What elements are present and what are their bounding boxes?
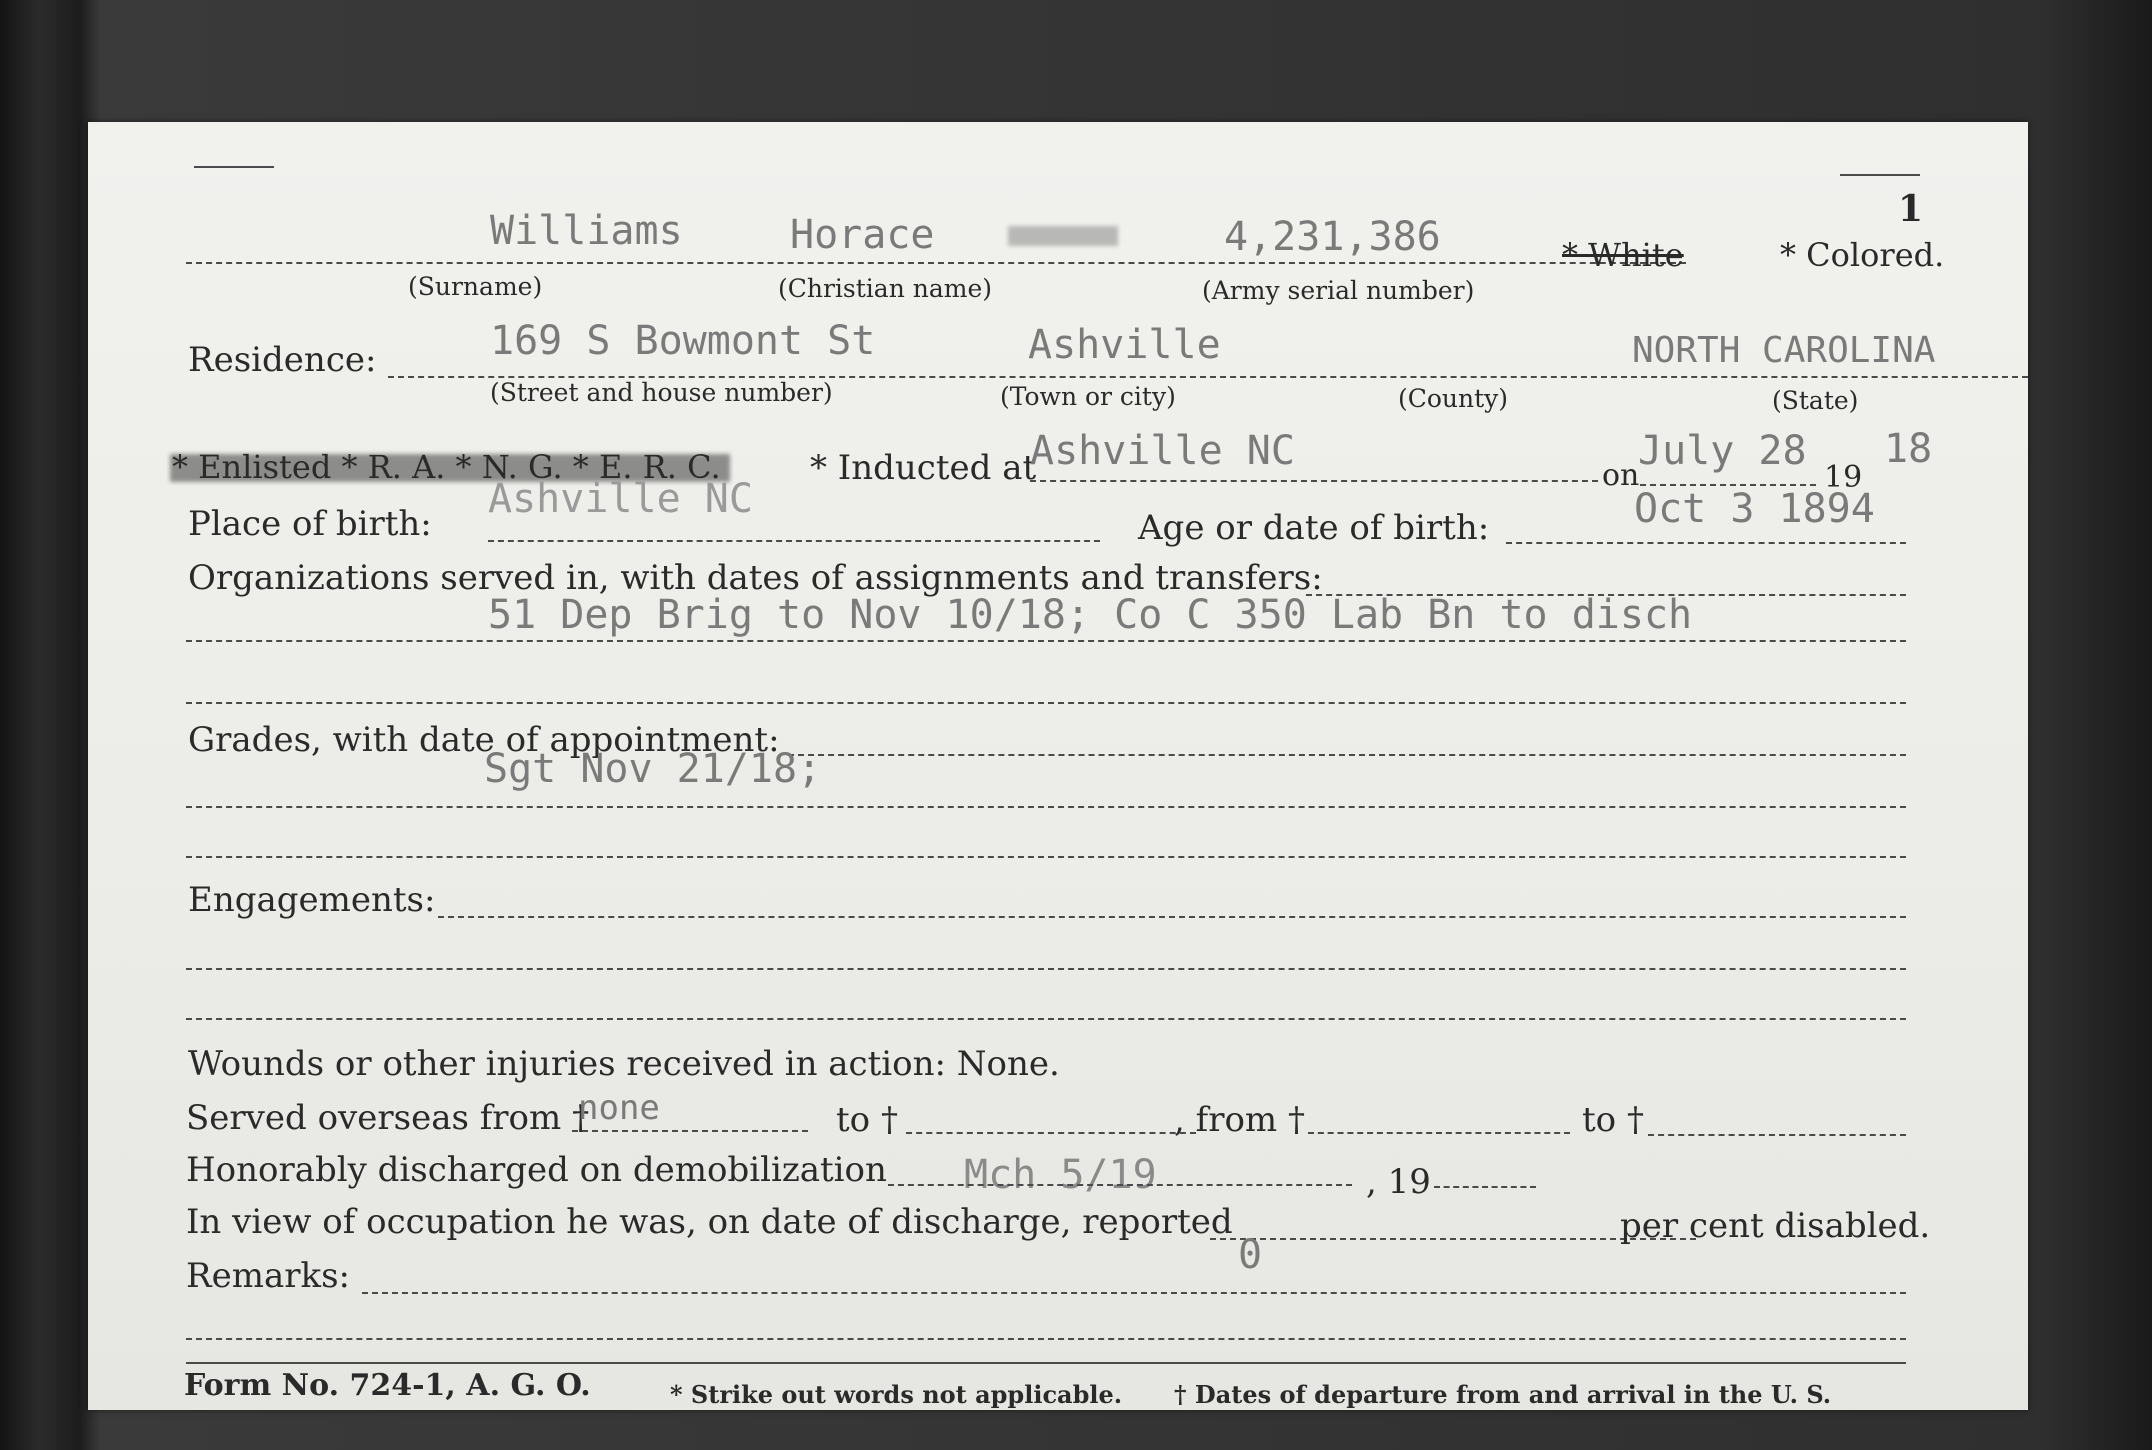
residence-label: Residence:	[188, 340, 377, 380]
form-number: Form No. 724-1, A. G. O.	[184, 1368, 591, 1403]
grades-value: Sgt Nov 21/18;	[484, 746, 822, 792]
organizations-line-3	[186, 702, 1906, 704]
overseas-to-line	[906, 1132, 1196, 1134]
dates-note: † Dates of departure from and arrival in the U. S.	[1174, 1380, 1832, 1409]
discharge-year-label: , 19	[1366, 1162, 1431, 1202]
caption-surname: (Surname)	[408, 272, 543, 301]
wounds-label: Wounds or other injuries received in action: None.	[188, 1044, 1060, 1084]
race-white-struck: * White	[1562, 236, 1684, 274]
footer-rule	[186, 1362, 1906, 1364]
race-colored: * Colored.	[1780, 236, 1945, 274]
caption-street: (Street and house number)	[490, 378, 833, 407]
organizations-line-2	[186, 640, 1906, 642]
discharge-label: Honorably discharged on demobilization	[186, 1150, 887, 1190]
caption-christian-name: (Christian name)	[778, 274, 993, 303]
overseas-from-value: none	[578, 1088, 660, 1128]
place-of-birth-line	[488, 540, 1100, 542]
induction-year-value: 18	[1884, 426, 1933, 472]
place-of-birth-label: Place of birth:	[188, 504, 432, 544]
induction-year-prefix: 19	[1824, 460, 1863, 495]
surname-value: Williams	[490, 208, 683, 254]
top-left-rule	[194, 166, 274, 168]
remarks-label: Remarks:	[186, 1256, 350, 1296]
overseas-to2-label: to †	[1582, 1100, 1644, 1140]
disability-value: 0	[1238, 1232, 1263, 1278]
residence-town-value: Ashville	[1028, 322, 1221, 368]
card-number: 1	[1898, 188, 1924, 230]
inducted-line	[1030, 480, 1598, 482]
inducted-place-value: Ashville NC	[1030, 428, 1295, 474]
birth-date-value: Oct 3 1894	[1634, 486, 1875, 532]
overseas-from2-label: , from †	[1174, 1100, 1305, 1140]
organizations-label: Organizations served in, with dates of assignments and transfers:	[188, 558, 1323, 598]
caption-town: (Town or city)	[1000, 382, 1176, 411]
top-right-rule	[1840, 174, 1920, 176]
overseas-from-line	[572, 1130, 808, 1132]
induction-on-label: on	[1602, 458, 1640, 493]
engagements-label: Engagements:	[188, 880, 436, 920]
service-record-card	[88, 122, 2028, 1410]
engagements-line-3	[186, 1018, 1906, 1020]
overseas-to-label: to †	[836, 1100, 898, 1140]
place-of-birth-value: Ashville NC	[488, 476, 753, 522]
name-line	[186, 262, 1686, 264]
disability-label: In view of occupation he was, on date of discharge, reported	[186, 1202, 1233, 1242]
residence-street-value: 169 S Bowmont St	[490, 318, 876, 364]
overseas-from2-line	[1308, 1132, 1570, 1134]
grades-label: Grades, with date of appointment:	[188, 720, 780, 760]
scribble-mark	[1008, 226, 1118, 246]
disability-suffix: per cent disabled.	[1620, 1206, 1931, 1246]
discharge-line	[888, 1184, 1352, 1186]
inducted-label: * Inducted at	[810, 448, 1037, 488]
residence-state-value: NORTH CAROLINA	[1632, 330, 1936, 371]
serial-number-value: 4,231,386	[1224, 214, 1441, 260]
remarks-line-2	[186, 1338, 1906, 1340]
overseas-to2-line	[1648, 1134, 1906, 1136]
remarks-line-1	[362, 1292, 1906, 1294]
caption-serial-number: (Army serial number)	[1202, 276, 1475, 305]
induction-date-value: July 28	[1638, 428, 1807, 474]
organizations-value: 51 Dep Brig to Nov 10/18; Co C 350 Lab Bn to disch	[488, 592, 1693, 638]
enlisted-options: * Enlisted * R. A. * N. G. * E. R. C.	[172, 448, 721, 486]
christian-name-value: Horace	[790, 212, 935, 258]
engagements-line-1	[438, 916, 1906, 918]
grades-line-2	[186, 806, 1906, 808]
overseas-from-label: Served overseas from †	[186, 1098, 590, 1138]
strike-note: * Strike out words not applicable.	[670, 1380, 1123, 1409]
discharge-date-value: Mch 5/19	[964, 1152, 1157, 1198]
grades-line-1	[788, 754, 1906, 756]
discharge-year-line	[1434, 1186, 1536, 1188]
grades-line-3	[186, 856, 1906, 858]
birth-date-line	[1506, 542, 1906, 544]
engagements-line-2	[186, 968, 1906, 970]
age-label: Age or date of birth:	[1138, 508, 1490, 548]
caption-county: (County)	[1398, 384, 1509, 413]
caption-state: (State)	[1772, 386, 1859, 415]
